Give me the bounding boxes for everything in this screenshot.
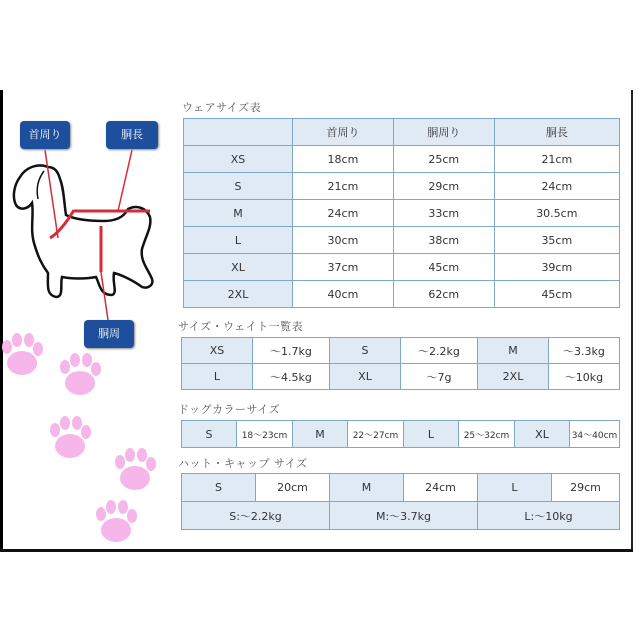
size-cell: L xyxy=(404,421,459,448)
back-pointer-line xyxy=(118,150,132,211)
hat-size-table xyxy=(181,473,620,530)
weight-cell: ～7g xyxy=(401,364,478,390)
length-cell: 35cm xyxy=(494,227,619,254)
length-cell: 18～23cm xyxy=(237,421,293,448)
chest-cell: 33cm xyxy=(393,200,494,227)
measure-lines xyxy=(0,0,180,330)
size-cell: S xyxy=(184,173,293,200)
table-row xyxy=(182,502,620,530)
table-row xyxy=(184,200,620,227)
weight-cell: ～4.5kg xyxy=(253,364,330,390)
wear-size-title: ウェアサイズ表 xyxy=(182,101,262,114)
size-cell: M xyxy=(330,474,404,502)
table-header-row xyxy=(184,119,620,146)
length-cell: 30.5cm xyxy=(494,200,619,227)
size-cell: 2XL xyxy=(184,281,293,308)
weight-cell: ～2.2kg xyxy=(401,338,478,364)
table-row xyxy=(184,254,620,281)
size-cell: S xyxy=(330,338,401,364)
size-cell: S xyxy=(182,474,256,502)
chest-cell: 29cm xyxy=(393,173,494,200)
chest-cell: 25cm xyxy=(393,146,494,173)
weight-cell: S:～2.2kg xyxy=(182,502,330,530)
weight-cell: L:～10kg xyxy=(478,502,620,530)
neck-cell: 40cm xyxy=(293,281,394,308)
neck-pointer-line xyxy=(45,150,58,238)
size-cell: L xyxy=(182,364,253,390)
size-cell: L xyxy=(184,227,293,254)
length-cell: 24cm xyxy=(494,173,619,200)
size-cell: XL xyxy=(330,364,401,390)
size-cell: M xyxy=(478,338,549,364)
table-row xyxy=(182,338,620,364)
paw-icon xyxy=(2,333,43,375)
size-cell: L xyxy=(478,474,552,502)
neck-cell: 18cm xyxy=(293,146,394,173)
table-row xyxy=(184,281,620,308)
size-cell: XS xyxy=(182,338,253,364)
weight-cell: ～10kg xyxy=(549,364,620,390)
neck-label-badge: 首周り xyxy=(20,121,70,149)
header-blank xyxy=(184,119,293,146)
chest-cell: 38cm xyxy=(393,227,494,254)
length-cell: 39cm xyxy=(494,254,619,281)
paw-icon xyxy=(60,353,101,395)
hat-title: ハット・キャップ サイズ xyxy=(178,457,308,470)
table-row xyxy=(182,364,620,390)
size-cell: XL xyxy=(515,421,570,448)
frame-right-border xyxy=(631,90,633,552)
size-cell: M xyxy=(293,421,348,448)
chest-pointer-line xyxy=(101,272,108,320)
header-neck: 首周り xyxy=(293,119,394,146)
length-cell: 34～40cm xyxy=(570,421,620,448)
size-cell: XL xyxy=(184,254,293,281)
collar-title: ドッグカラーサイズ xyxy=(178,403,281,416)
chest-cell: 62cm xyxy=(393,281,494,308)
paw-icon xyxy=(50,416,91,458)
weight-cell: M:～3.7kg xyxy=(330,502,478,530)
header-length: 胴長 xyxy=(494,119,619,146)
size-cell: XS xyxy=(184,146,293,173)
paw-icon xyxy=(96,500,137,542)
weight-cell: ～3.3kg xyxy=(549,338,620,364)
header-chest: 胴周り xyxy=(393,119,494,146)
paw-prints xyxy=(0,330,170,550)
neck-cell: 37cm xyxy=(293,254,394,281)
table-row xyxy=(184,227,620,254)
length-cell: 25～32cm xyxy=(459,421,515,448)
neck-cell: 21cm xyxy=(293,173,394,200)
wear-size-table xyxy=(183,118,620,308)
size-cell: M xyxy=(184,200,293,227)
chest-cell: 45cm xyxy=(393,254,494,281)
chest-label-badge: 胴周 xyxy=(84,320,134,348)
neck-cell: 24cm xyxy=(293,200,394,227)
table-row xyxy=(182,474,620,502)
table-row xyxy=(182,421,620,448)
length-cell: 45cm xyxy=(494,281,619,308)
back-length-label-badge: 胴長 xyxy=(106,121,158,149)
length-cell: 29cm xyxy=(552,474,620,502)
length-cell: 21cm xyxy=(494,146,619,173)
table-row xyxy=(184,173,620,200)
length-cell: 24cm xyxy=(404,474,478,502)
paw-icon xyxy=(115,448,156,490)
weight-cell: ～1.7kg xyxy=(253,338,330,364)
length-cell: 20cm xyxy=(256,474,330,502)
weight-title: サイズ・ウェイト一覧表 xyxy=(178,320,304,333)
size-weight-table xyxy=(181,337,620,390)
table-row xyxy=(184,146,620,173)
length-cell: 22～27cm xyxy=(348,421,404,448)
neck-measure xyxy=(50,210,74,238)
size-cell: 2XL xyxy=(478,364,549,390)
neck-cell: 30cm xyxy=(293,227,394,254)
size-cell: S xyxy=(182,421,237,448)
collar-size-table xyxy=(181,420,620,448)
